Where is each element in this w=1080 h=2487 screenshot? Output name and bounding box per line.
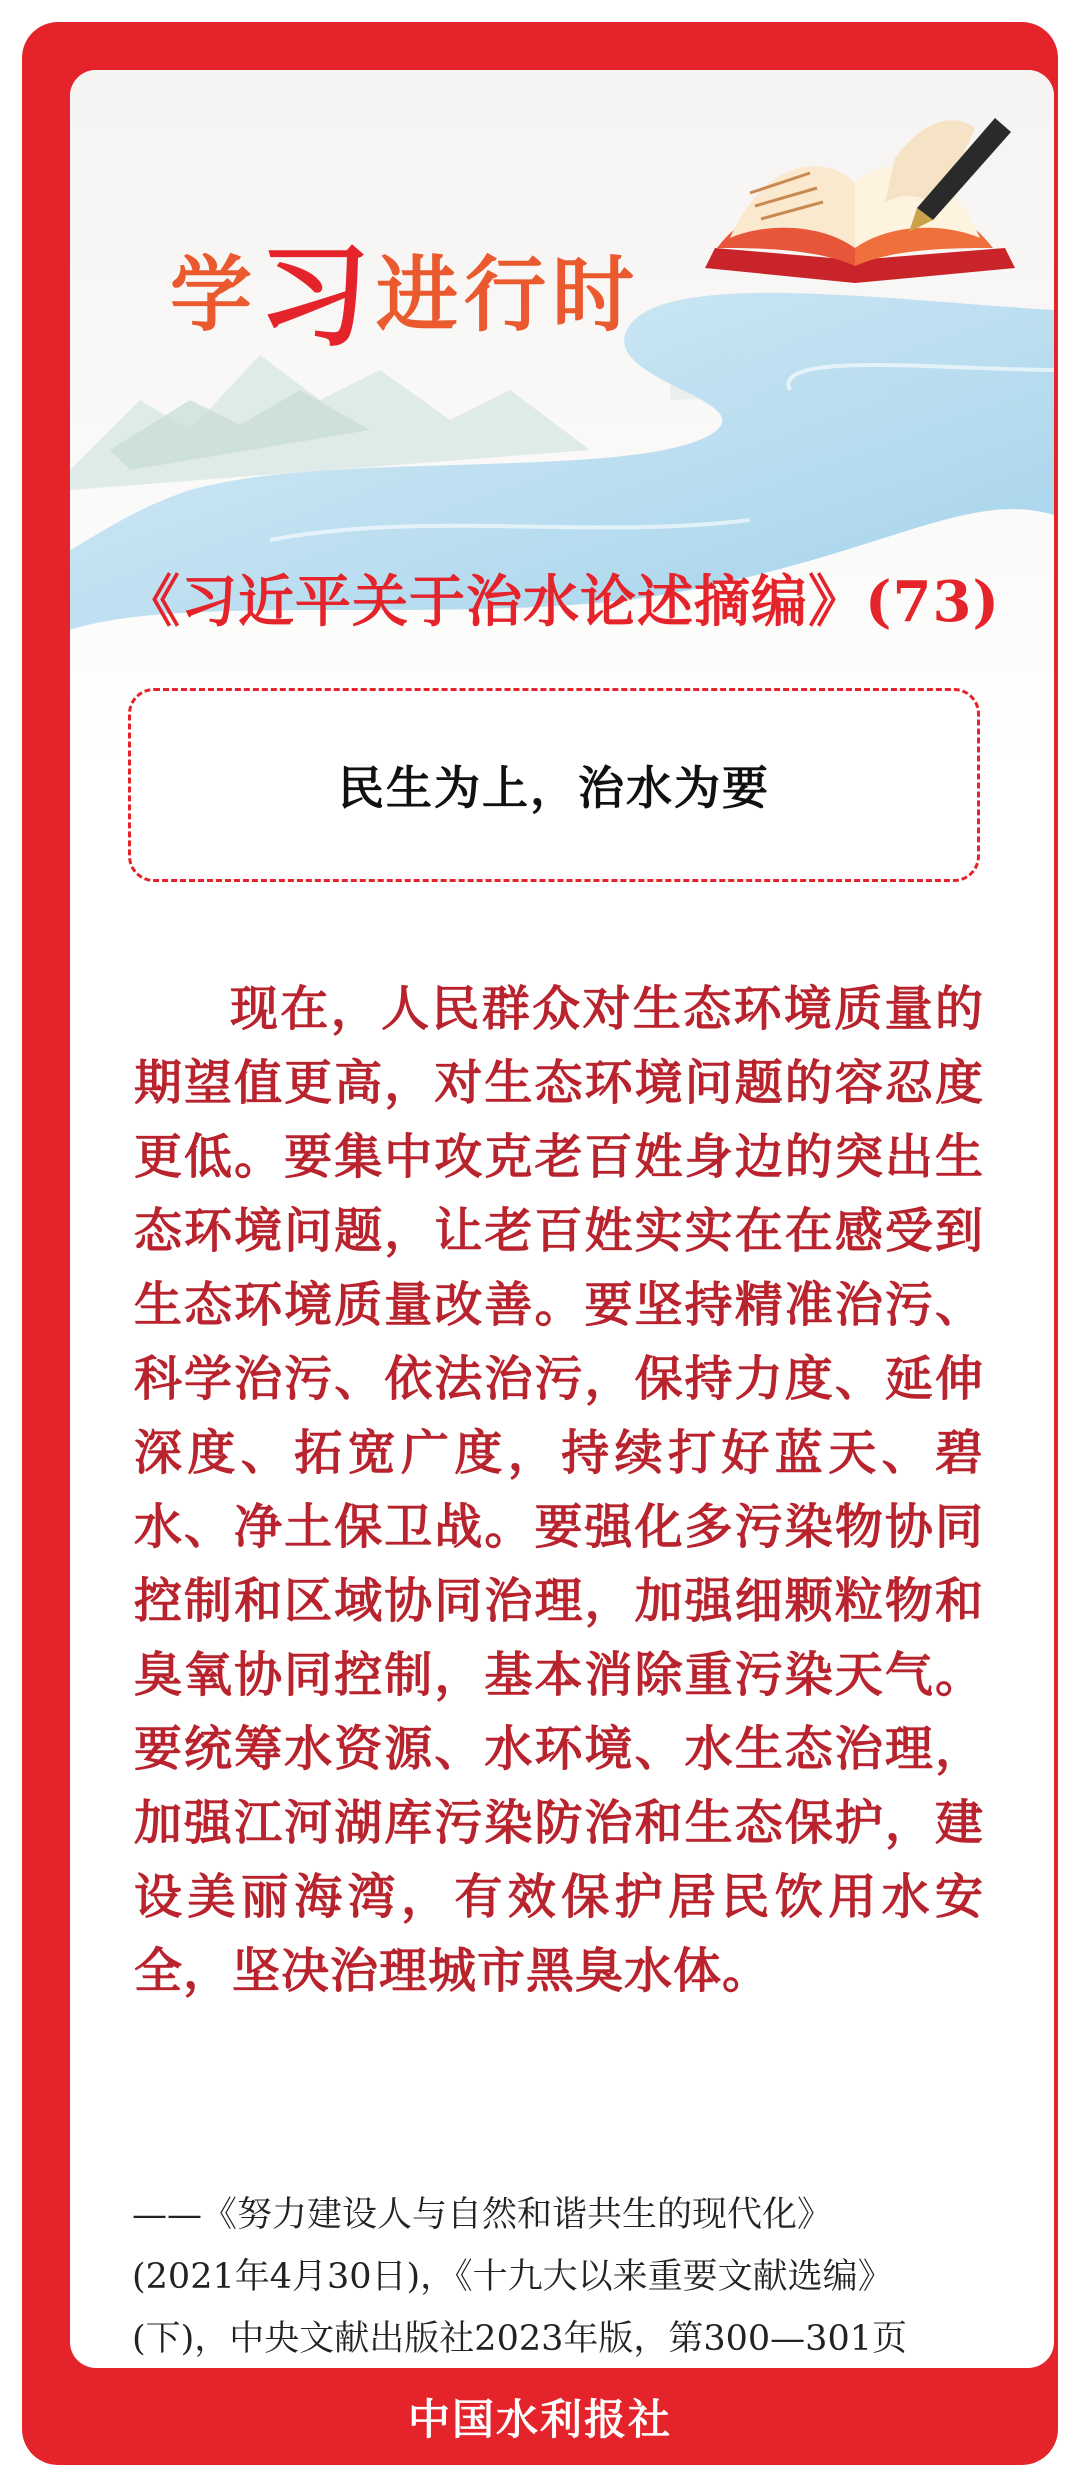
content-card [70, 70, 1054, 2368]
header-title-part1: 学 [170, 248, 259, 343]
quote-body: 现在，人民群众对生态环境质量的期望值更高，对生态环境问题的容忍度更低。要集中攻克老百姓身边的突出生态环境问题，让老百姓实实在在感受到生态环境质量改善。要坚持精准治污、科学治污、依法治污，保持力度、延伸深度、拓宽广度，持续打好蓝天、碧水、净土保卫战。要强化多污染物协同控制和区域协同治理，加强细颗粒物和臭氧协同控制，基本消除重污染天气。要统筹水资源、水环境、水生态治理，加强江河湖库污染防治和生态保护，建设美丽海湾，有效保护居民饮用水安全，坚决治理城市黑臭水体。 [134, 981, 984, 1999]
document-title: 《习近平关于治水论述摘编》(73) [124, 569, 1000, 635]
citation-line-1: ——《努力建设人与自然和谐共生的现代化》 [132, 2195, 833, 2235]
publisher-name: 中国水利报社 [407, 2394, 672, 2444]
header-title [170, 195, 641, 362]
hero-banner [70, 70, 1054, 815]
header-title-emphasis: 习 [258, 232, 377, 362]
open-book-icon [695, 98, 1025, 298]
citation-line-3: (下)，中央文献出版社2023年版，第300—301页 [132, 2319, 907, 2359]
footer-bar [22, 2368, 1058, 2465]
source-citation [132, 2184, 992, 2368]
subheading-text: 民生为上，治水为要 [338, 761, 770, 815]
header-title-part3: 进行时 [376, 248, 641, 343]
red-frame [22, 22, 1058, 2465]
citation-line-2: (2021年4月30日)，《十九大以来重要文献选编》 [132, 2257, 893, 2297]
subheading-box [128, 688, 980, 882]
